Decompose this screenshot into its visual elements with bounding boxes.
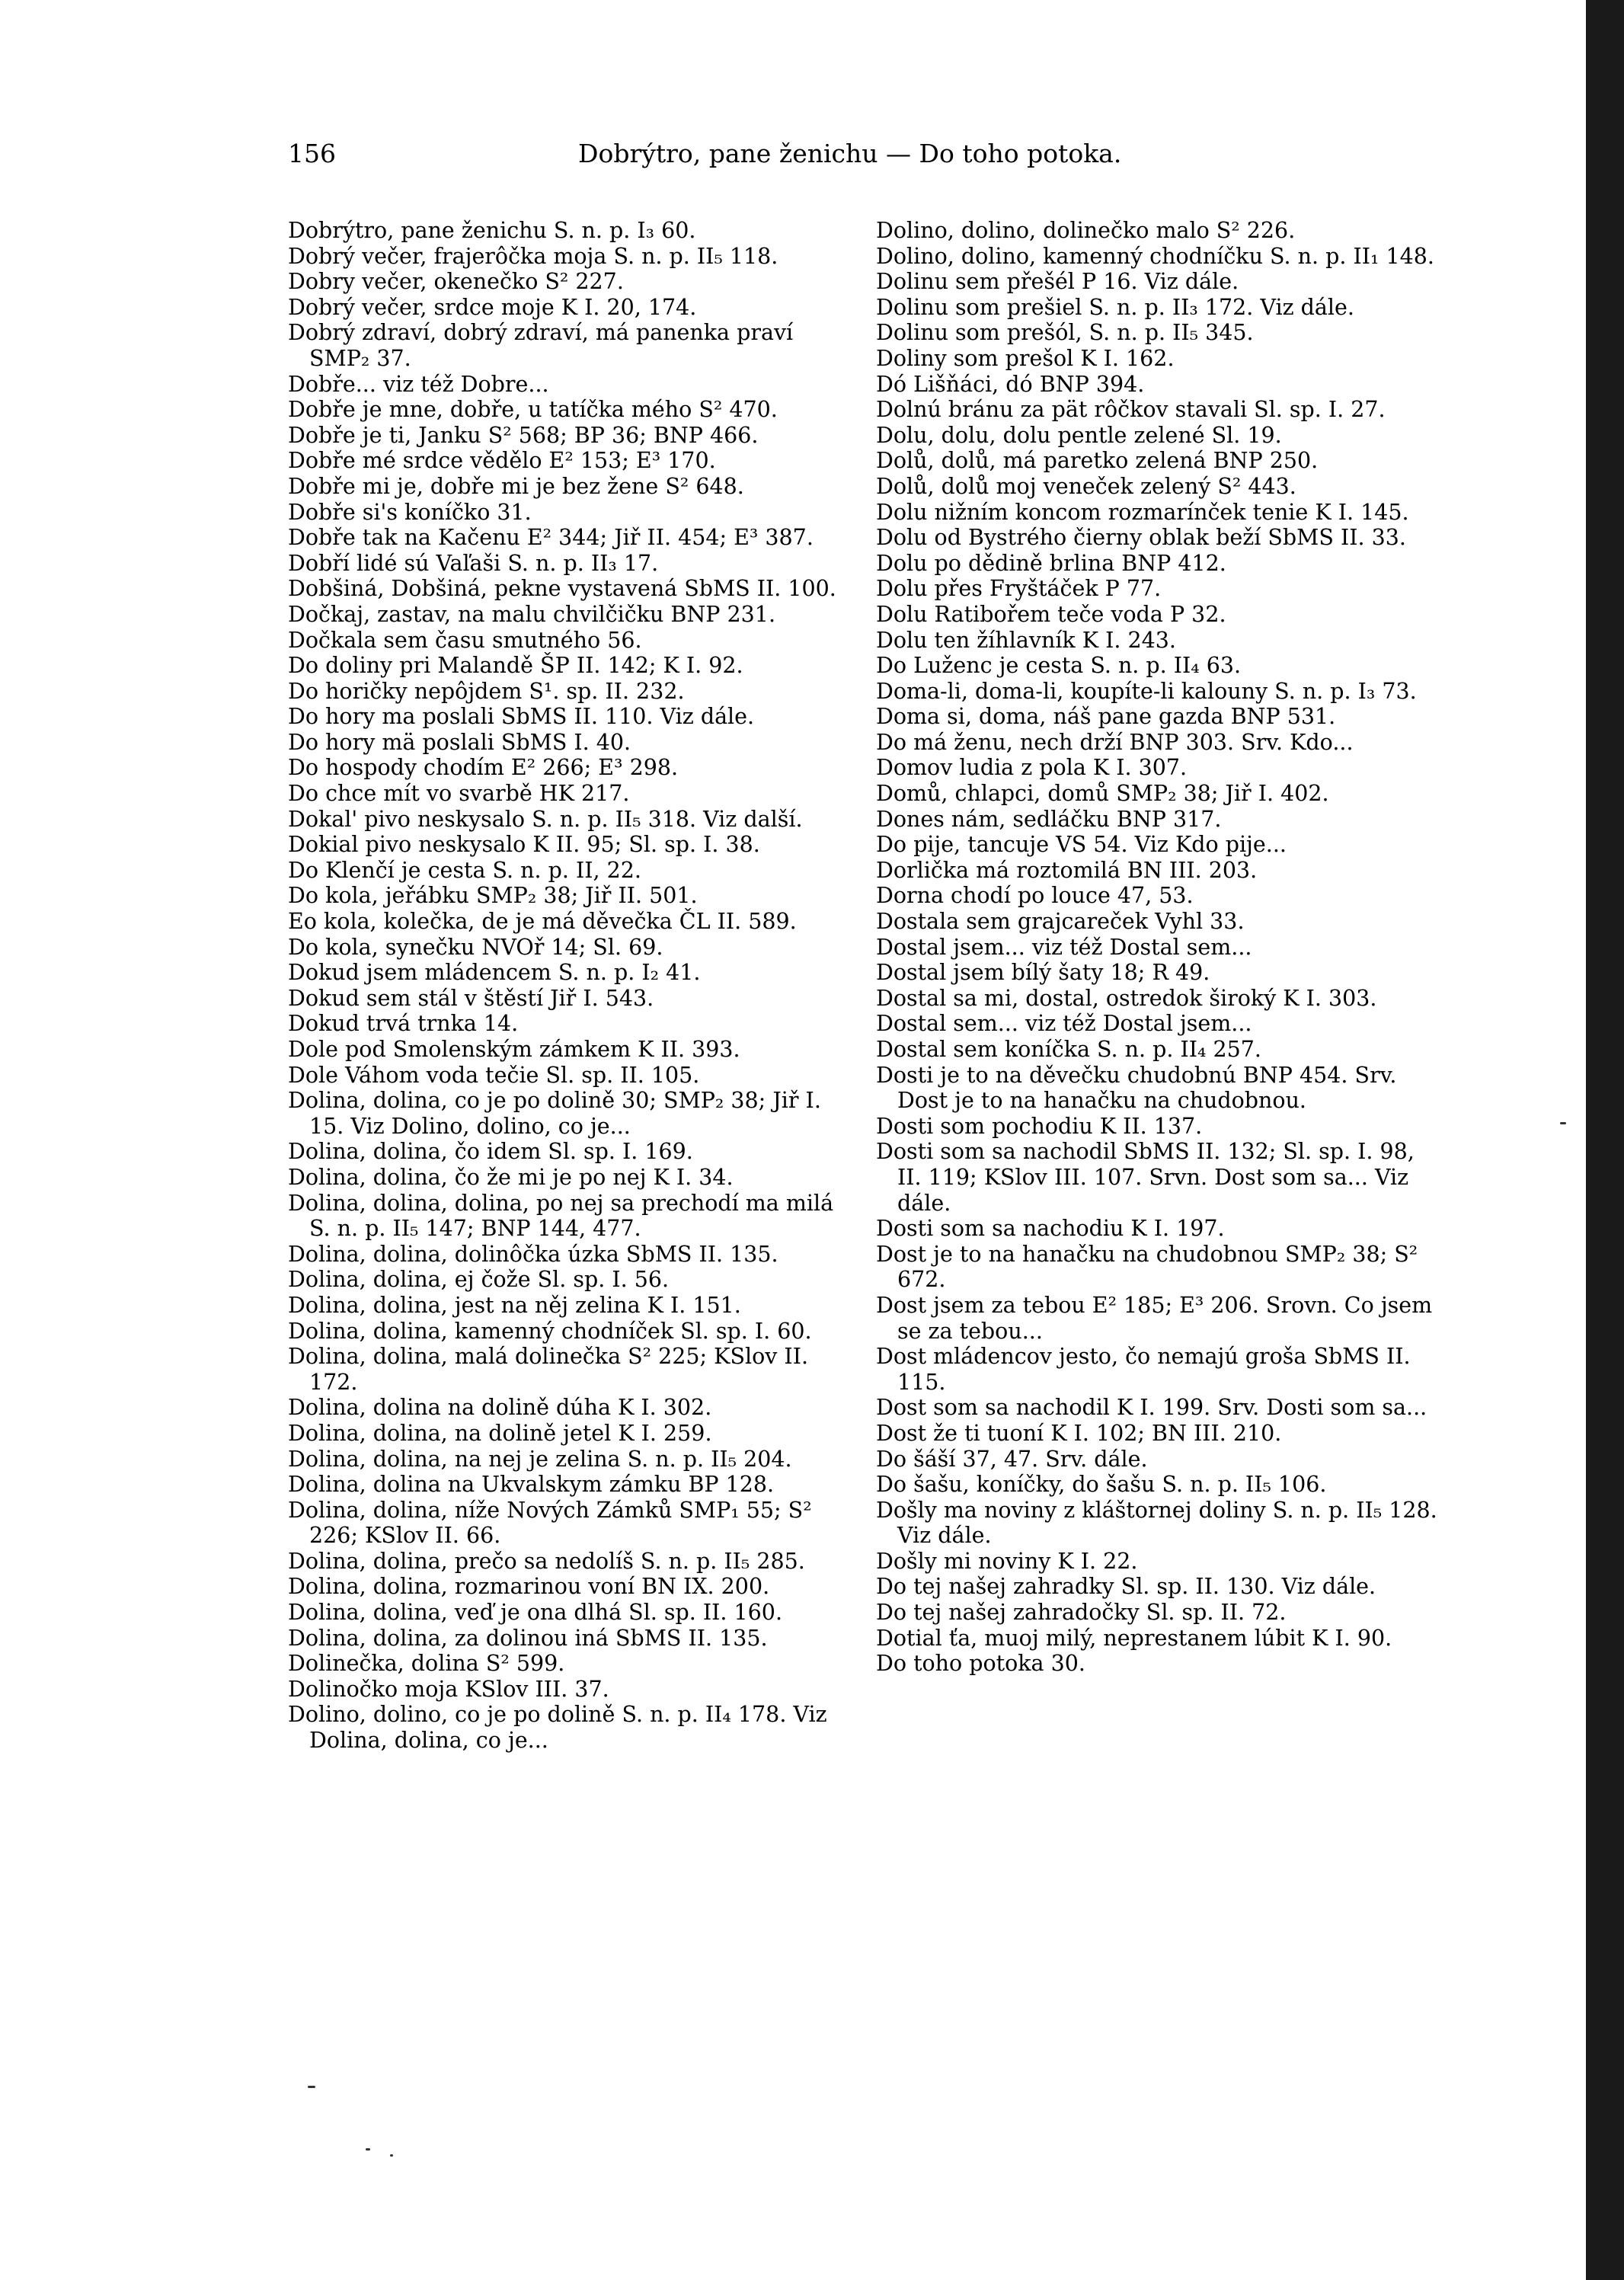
index-entry: Dole Váhom voda tečie Sl. sp. II. 105. bbox=[288, 1062, 700, 1088]
index-entry: Došly ma noviny z kláštornej doliny S. n. p. II₅ 128. Viz dále. bbox=[876, 1497, 1437, 1549]
index-entry: Dolinu som prešól, S. n. p. II₅ 345. bbox=[876, 320, 1254, 346]
index-entry: Dolina, dolina, níže Nových Zámků SMP₁ 55; S² 226; KSlov II. 66. bbox=[288, 1497, 812, 1549]
index-entry: Dolu po dědině brlina BNP 412. bbox=[876, 550, 1226, 576]
index-entry: Dosti je to na děvečku chudobnú BNP 454. Srv. Dost je to na hanačku na chudobnou. bbox=[876, 1062, 1397, 1114]
index-entry: Dočkaj, zastav, na malu chvilčičku BNP 231. bbox=[288, 601, 775, 627]
index-entry: Dostal jsem... viz též Dostal sem... bbox=[876, 934, 1252, 960]
index-entry: Dó Lišňáci, dó BNP 394. bbox=[876, 371, 1145, 397]
index-entry: Domů, chlapci, domů SMP₂ 38; Jiř I. 402. bbox=[876, 781, 1329, 807]
index-entry: Dost jsem za tebou E² 185; E³ 206. Srovn. Co jsem se za tebou... bbox=[876, 1292, 1433, 1344]
index-entry: Dolu od Bystrého čierny oblak beží SbMS II. 33. bbox=[876, 525, 1406, 551]
index-entry: Dokud jsem mládencem S. n. p. I₂ 41. bbox=[288, 960, 701, 986]
index-entry: Dolina, dolina, dolina, po nej sa prechodí ma milá S. n. p. II₅ 147; BNP 144, 477. bbox=[288, 1190, 834, 1242]
index-entry: Dolina, dolina, za dolinou iná SbMS II. 135. bbox=[288, 1625, 768, 1651]
index-entry: Do šašu, koníčky, do šašu S. n. p. II₅ 106. bbox=[876, 1472, 1327, 1498]
index-entry: Dokal' pivo neskysalo S. n. p. II₅ 318. Viz další. bbox=[288, 806, 803, 832]
index-entry: Dobře je ti, Janku S² 568; BP 36; BNP 466. bbox=[288, 422, 759, 448]
index-entry: Dolinu som prešiel S. n. p. II₃ 172. Viz dále. bbox=[876, 294, 1354, 320]
index-entry: Dobře je mne, dobře, u tatíčka mého S² 470. bbox=[288, 397, 778, 423]
index-entry: Dokud sem stál v štěstí Jiř I. 543. bbox=[288, 985, 654, 1011]
index-entry: Dobšiná, Dobšiná, pekne vystavená SbMS II. 100. bbox=[288, 576, 836, 602]
index-entry: Dobře mi je, dobře mi je bez žene S² 648. bbox=[288, 473, 744, 499]
index-entry: Domov ludia z pola K I. 307. bbox=[876, 755, 1188, 781]
index-entry: Do kola, synečku NVOř 14; Sl. 69. bbox=[288, 934, 663, 960]
index-entry: Dolinečka, dolina S² 599. bbox=[288, 1651, 565, 1677]
index-entry: Dolu přes Fryštáček P 77. bbox=[876, 576, 1162, 602]
index-column-left bbox=[288, 218, 852, 1754]
index-entry: Dostal sem... viz též Dostal jsem... bbox=[876, 1011, 1252, 1037]
index-entry: Dosti som sa nachodiu K I. 197. bbox=[876, 1216, 1225, 1242]
index-entry: Do tej našej zahradky Sl. sp. II. 130. Viz dále. bbox=[876, 1574, 1376, 1600]
index-entry: Dolina, dolina, rozmarinou voní BN IX. 200. bbox=[288, 1574, 770, 1600]
index-entry: Dolu nižním koncom rozmarínček tenie K I. 145. bbox=[876, 499, 1409, 525]
index-entry: Dones nám, sedláčku BNP 317. bbox=[876, 806, 1222, 832]
index-entry: Dobří lidé sú Vaľaši S. n. p. II₃ 17. bbox=[288, 550, 659, 576]
index-entry: Do chce mít vo svarbě HK 217. bbox=[288, 781, 630, 807]
index-entry: Dolino, dolino, co je po dolině S. n. p. II₄ 178. Viz Dolina, dolina, co je... bbox=[288, 1702, 827, 1754]
index-entry: Dost mládencov jesto, čo nemajú groša SbMS II. 115. bbox=[876, 1344, 1411, 1395]
index-entry: Dobrý večer, srdce moje K I. 20, 174. bbox=[288, 294, 697, 320]
index-entry: Do má ženu, nech drží BNP 303. Srv. Kdo... bbox=[876, 729, 1354, 755]
index-entry: Do hory ma poslali SbMS II. 110. Viz dále. bbox=[288, 704, 755, 730]
index-entry: Dorlička má roztomilá BN III. 203. bbox=[876, 857, 1258, 883]
index-entry: Dostal sem koníčka S. n. p. II₄ 257. bbox=[876, 1037, 1261, 1062]
index-entry: Dobrýtro, pane ženichu S. n. p. I₃ 60. bbox=[288, 218, 696, 243]
index-entry: Dolina, dolina, čo idem Sl. sp. I. 169. bbox=[288, 1139, 693, 1165]
index-entry: Dobrý zdraví, dobrý zdraví, má panenka praví SMP₂ 37. bbox=[288, 320, 794, 371]
index-entry: Do kola, jeřábku SMP₂ 38; Jiř II. 501. bbox=[288, 883, 698, 909]
index-entry: Dolů, dolů moj veneček zelený S² 443. bbox=[876, 473, 1296, 499]
index-entry: Došly mi noviny K I. 22. bbox=[876, 1548, 1138, 1574]
index-entry: Dokial pivo neskysalo K II. 95; Sl. sp. I. 38. bbox=[288, 832, 760, 858]
index-entry: Dostala sem grajcareček Vyhl 33. bbox=[876, 909, 1245, 935]
index-entry: Dolina, dolina, prečo sa nedolíš S. n. p. II₅ 285. bbox=[288, 1548, 805, 1574]
index-entry: Dokud trvá trnka 14. bbox=[288, 1011, 519, 1037]
index-entry: Dolů, dolů, má paretko zelená BNP 250. bbox=[876, 448, 1319, 474]
index-entry: Dolu ten žíhlavník K I. 243. bbox=[876, 627, 1176, 653]
index-entry: Dosti som pochodiu K II. 137. bbox=[876, 1113, 1203, 1139]
index-entry: Do Klenčí je cesta S. n. p. II, 22. bbox=[288, 857, 641, 883]
index-column-right bbox=[876, 218, 1440, 1677]
index-entry: Doliny som prešol K I. 162. bbox=[876, 345, 1175, 371]
index-entry: Dolina, dolina, veď je ona dlhá Sl. sp. II. 160. bbox=[288, 1600, 783, 1626]
index-entry: Do horičky nepôjdem S¹. sp. II. 232. bbox=[288, 678, 685, 704]
index-entry: Dost je to na hanačku na chudobnou SMP₂ 38; S² 672. bbox=[876, 1241, 1418, 1293]
index-entry: Doma-li, doma-li, koupíte-li kalouny S. n. p. I₃ 73. bbox=[876, 678, 1417, 704]
index-entry: Dolina, dolina, malá dolinečka S² 225; KSlov II. 172. bbox=[288, 1344, 809, 1395]
index-entry: Dočkala sem času smutného 56. bbox=[288, 627, 642, 653]
index-entry: Do hospody chodím E² 266; E³ 298. bbox=[288, 755, 679, 781]
index-entry: Dolina, dolina, na dolině jetel K I. 259. bbox=[288, 1420, 712, 1446]
index-entry: Dobře si's koníčko 31. bbox=[288, 499, 532, 525]
page-header bbox=[288, 139, 1126, 177]
index-entry: Dosti som sa nachodil SbMS II. 132; Sl. sp. I. 98, II. 119; KSlov III. 107. Srvn. Dost som sa... Viz dále. bbox=[876, 1139, 1415, 1216]
index-entry: Dostal sa mi, dostal, ostredok široký K I. 303. bbox=[876, 985, 1377, 1011]
index-entry: Dolino, dolino, kamenný chodníčku S. n. p. II₁ 148. bbox=[876, 243, 1434, 269]
index-entry: Dobrý večer, frajerôčka moja S. n. p. II₅ 118. bbox=[288, 243, 778, 269]
index-entry: Dolina, dolina, kamenný chodníček Sl. sp. I. 60. bbox=[288, 1318, 812, 1344]
page-number: 156 bbox=[288, 139, 336, 168]
index-entry: Dole pod Smolenským zámkem K II. 393. bbox=[288, 1037, 740, 1062]
index-entry: Do šáší 37, 47. Srv. dále. bbox=[876, 1446, 1148, 1472]
index-entry: Dolinu sem přešél P 16. Viz dále. bbox=[876, 269, 1239, 295]
index-entry: Do doliny pri Malandě ŠP II. 142; K I. 92. bbox=[288, 653, 743, 679]
index-entry: Dotial ťa, muoj milý, neprestanem lúbit K I. 90. bbox=[876, 1625, 1392, 1651]
index-entry: Dobře mé srdce vědělo E² 153; E³ 170. bbox=[288, 448, 716, 474]
running-title: Dobrýtro, pane ženichu — Do toho potoka. bbox=[578, 139, 1122, 168]
index-entry: Dost že ti tuoní K I. 102; BN III. 210. bbox=[876, 1420, 1282, 1446]
index-entry: Do pije, tancuje VS 54. Viz Kdo pije... bbox=[876, 832, 1287, 858]
index-entry: Dolina, dolina, čo že mi je po nej K I. 34. bbox=[288, 1164, 734, 1190]
index-entry: Dolina, dolina, co je po dolině 30; SMP₂ 38; Jiř I. 15. Viz Dolino, dolino, co je... bbox=[288, 1088, 821, 1139]
scan-edge-shadow bbox=[1586, 0, 1624, 2280]
index-entry: Dolina, dolina, ej čože Sl. sp. I. 56. bbox=[288, 1267, 670, 1293]
index-entry: Dolina, dolina, na nej je zelina S. n. p. II₅ 204. bbox=[288, 1446, 792, 1472]
index-entry: Dost som sa nachodil K I. 199. Srv. Dosti som sa... bbox=[876, 1395, 1427, 1421]
index-entry: Do hory mä poslali SbMS I. 40. bbox=[288, 729, 631, 755]
index-entry: Dolu, dolu, dolu pentle zelené Sl. 19. bbox=[876, 422, 1282, 448]
index-entry: Dolinočko moja KSlov III. 37. bbox=[288, 1676, 609, 1702]
index-entry: Eo kola, kolečka, de je má děvečka ČL II. 589. bbox=[288, 909, 797, 935]
index-entry: Dolina, dolina na dolině dúha K I. 302. bbox=[288, 1395, 712, 1421]
index-entry: Dobry večer, okenečko S² 227. bbox=[288, 269, 624, 295]
index-entry: Do Luženc je cesta S. n. p. II₄ 63. bbox=[876, 653, 1242, 679]
index-entry: Dolina, dolina, jest na něj zelina K I. 151. bbox=[288, 1292, 741, 1318]
index-entry: Doma si, doma, náš pane gazda BNP 531. bbox=[876, 704, 1336, 730]
index-entry: Dolu Ratibořem teče voda P 32. bbox=[876, 601, 1226, 627]
index-entry: Dobře tak na Kačenu E² 344; Jiř II. 454; E³ 387. bbox=[288, 525, 814, 551]
index-entry: Dolina, dolina na Ukvalskym zámku BP 128. bbox=[288, 1472, 775, 1498]
index-entry: Dorna chodí po louce 47, 53. bbox=[876, 883, 1194, 909]
index-entry: Dolina, dolina, dolinôčka úzka SbMS II. 135. bbox=[288, 1241, 778, 1267]
index-entry: Do toho potoka 30. bbox=[876, 1651, 1085, 1677]
index-entry: Dolino, dolino, dolinečko malo S² 226. bbox=[876, 218, 1296, 243]
index-entry: Dolnú bránu za pät rôčkov stavali Sl. sp. I. 27. bbox=[876, 397, 1386, 423]
index-entry: Dostal jsem bílý šaty 18; R 49. bbox=[876, 960, 1210, 986]
index-entry: Dobře... viz též Dobre... bbox=[288, 371, 549, 397]
index-entry: Do tej našej zahradočky Sl. sp. II. 72. bbox=[876, 1600, 1287, 1626]
